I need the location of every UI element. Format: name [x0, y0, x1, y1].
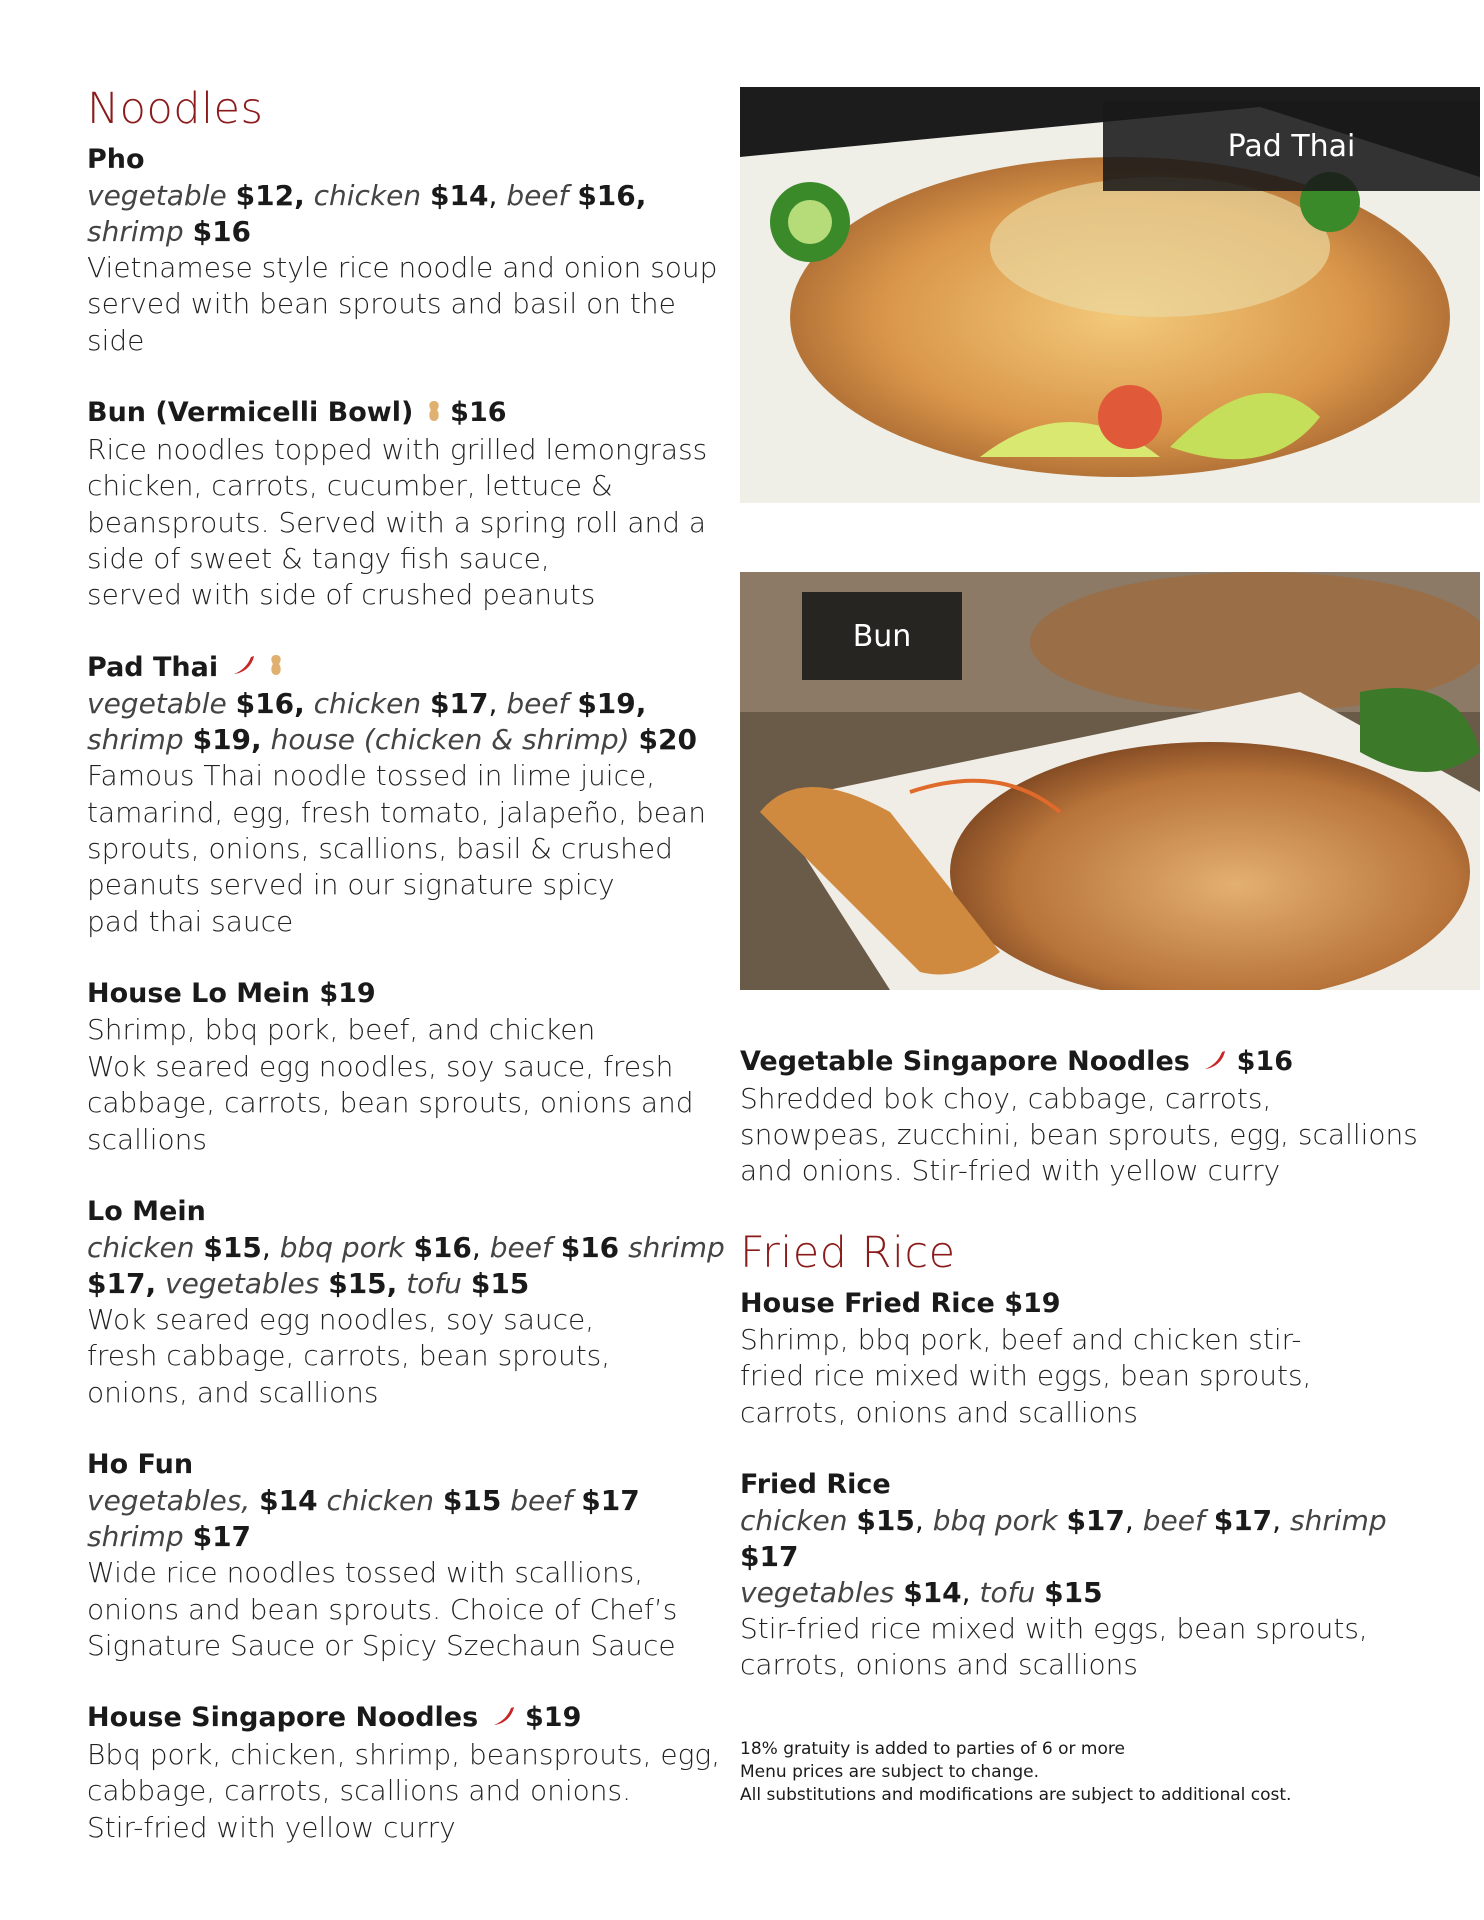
price-value: $15 [442, 1484, 502, 1518]
price-list: vegetable $12, chicken $14, beef $16, shrimp $16 [87, 179, 647, 248]
price-list: chicken $15, bbq pork $17, beef $17, shrimp $17 vegetables $14, tofu $15 [740, 1503, 1387, 1609]
bun-label: Bun [802, 592, 962, 680]
price-option: tofu [406, 1266, 462, 1300]
price-option: beef [1142, 1503, 1205, 1537]
price-option: shrimp [628, 1230, 725, 1264]
price-option: vegetables [165, 1266, 320, 1300]
price-option: chicken [313, 179, 422, 212]
peanut-icon [269, 650, 283, 686]
menu-item-house-lo-mein [87, 976, 727, 1158]
price-option: bbq pork [932, 1503, 1058, 1537]
item-description: Shrimp, bbq pork, beef and chicken stir- fried rice mixed with eggs, bean sprouts, carrots, onions and scallions [740, 1322, 1312, 1429]
price-option: shrimp [87, 1520, 184, 1554]
item-name: House Fried Rice $19 [740, 1287, 1061, 1319]
item-description: Bbq pork, chicken, shrimp, beansprouts, egg, cabbage, carrots, scallions and onions. Stir-fried with yellow curry [87, 1737, 721, 1844]
item-name: Lo Mein [87, 1195, 206, 1227]
price-value: $14 [903, 1575, 962, 1609]
substitutions-note: All substitutions and modifications are subject to additional cost. [740, 1785, 1292, 1805]
item-name: House Singapore Noodles [87, 1702, 479, 1734]
item-description: Shrimp, bbq pork, beef, and chicken Wok seared egg noodles, soy sauce, fresh cabbage, carrots, bean sprouts, onions and scallions [87, 1013, 694, 1156]
price-value: $17 [581, 1484, 640, 1518]
price-option: vegetables [740, 1575, 895, 1609]
price-value: $16, [235, 687, 305, 721]
bun-photo [740, 572, 1480, 990]
item-name-row [740, 1044, 1420, 1081]
menu-item-pad-thai [87, 650, 727, 941]
price-value: $15 [856, 1503, 915, 1537]
item-price: $16 [1236, 1046, 1294, 1077]
price-value: $12, [235, 179, 305, 212]
price-option: vegetable [87, 687, 227, 721]
item-name-row [87, 650, 727, 687]
item-description: Stir-fried rice mixed with eggs, bean sprouts, carrots, onions and scallions [740, 1611, 1368, 1682]
price-option: chicken [87, 1230, 195, 1264]
price-value: $15 [203, 1230, 262, 1264]
price-value: $14 [259, 1484, 318, 1518]
menu-item-vegetable-singapore-noodles [740, 1044, 1420, 1190]
menu-item-ho-fun [87, 1447, 727, 1664]
item-name: Fried Rice [740, 1468, 891, 1500]
price-option: beef [506, 179, 569, 212]
price-value: $17 [430, 687, 489, 721]
price-value: $19, [192, 723, 262, 757]
chili-pepper-icon [492, 1701, 516, 1737]
item-name: Bun (Vermicelli Bowl) [87, 397, 414, 429]
price-value: $15 [470, 1266, 530, 1300]
item-name: House Lo Mein $19 [87, 978, 376, 1010]
price-value: $15, [328, 1266, 398, 1300]
price-option: vegetable [87, 179, 227, 212]
price-option: chicken [313, 687, 422, 721]
price-list: vegetable $16, chicken $17, beef $19, shrimp $19, house (chicken & shrimp) $20 [87, 687, 697, 757]
item-name-row [87, 395, 727, 432]
price-list: chicken $15, bbq pork $16, beef $16 shrimp $17, vegetables $15, tofu $15 [87, 1230, 725, 1300]
item-description: Wide rice noodles tossed with scallions, onions and bean sprouts. Choice of Chef’s Signature Sauce or Spicy Szechaun Sauce [87, 1556, 678, 1662]
price-option: beef [506, 687, 569, 721]
menu-item-fried-rice [740, 1467, 1420, 1684]
price-option: bbq pork [279, 1230, 405, 1264]
item-description: Wok seared egg noodles, soy sauce, fresh cabbage, carrots, bean sprouts, onions, and scallions [87, 1302, 611, 1409]
pad-thai-label: Pad Thai [1103, 101, 1480, 191]
menu-item-house-singapore-noodles [87, 1700, 727, 1846]
menu-notes [740, 1738, 1291, 1807]
noodles-column [87, 82, 727, 1882]
item-price: $16 [450, 397, 507, 429]
price-value: $17 [740, 1539, 799, 1573]
item-description: Rice noodles topped with grilled lemongrass chicken, carrots, cucumber, lettuce & beansprouts. Served with a spring roll and a side of sweet & tangy fish sauce, served with side of crushed peanuts [87, 432, 708, 612]
peanut-icon [427, 396, 441, 432]
price-option: beef [510, 1484, 573, 1518]
item-description: Vietnamese style rice noodle and onion soup served with bean sprouts and basil on the side [87, 251, 718, 357]
item-description: Famous Thai noodle tossed in lime juice, tamarind, egg, fresh tomato, jalapeño, bean sprouts, onions, scallions, basil & crushed peanuts served in our signature spicy pad thai sauce [87, 759, 706, 938]
menu-item-lo-mein [87, 1194, 727, 1411]
chili-pepper-icon [232, 650, 256, 686]
item-name: Pho [87, 144, 145, 175]
right-column [740, 1044, 1420, 1720]
price-value: $16, [577, 179, 647, 212]
price-value: $16 [560, 1230, 620, 1264]
price-value: $19, [577, 687, 647, 721]
price-value: $15 [1044, 1575, 1103, 1609]
price-option: shrimp [87, 723, 184, 757]
chili-pepper-icon [1203, 1045, 1227, 1081]
price-option: tofu [979, 1575, 1036, 1609]
price-option: beef [489, 1230, 552, 1264]
price-value: $17 [1213, 1503, 1273, 1537]
price-value: $14 [430, 179, 489, 212]
item-name: Ho Fun [87, 1449, 194, 1481]
price-option: vegetables, [87, 1484, 251, 1518]
prices-note: Menu prices are subject to change. [740, 1762, 1040, 1782]
price-option: chicken [740, 1503, 848, 1537]
item-description: Shredded bok choy, cabbage, carrots, snowpeas, zucchini, bean sprouts, egg, scallions and onions. Stir-fried with yellow curry [740, 1081, 1418, 1188]
price-value: $17 [192, 1520, 252, 1554]
menu-item-house-fried-rice [740, 1286, 1420, 1431]
gratuity-note: 18% gratuity is added to parties of 6 or more [740, 1739, 1125, 1759]
price-value: $16 [192, 215, 252, 248]
price-option: house (chicken & shrimp) [270, 723, 630, 757]
pad-thai-photo [740, 87, 1480, 503]
price-list [87, 1483, 727, 1555]
price-value: $20 [638, 723, 697, 757]
price-option: shrimp [1289, 1503, 1387, 1537]
item-name: Vegetable Singapore Noodles [740, 1046, 1190, 1077]
item-name: Pad Thai [87, 651, 219, 683]
section-title-noodles: Noodles [87, 84, 264, 134]
price-value: $17, [87, 1266, 157, 1300]
menu-item-bun [87, 395, 727, 614]
price-option: chicken [326, 1484, 434, 1518]
item-name-row [87, 1700, 727, 1737]
price-option: shrimp [87, 215, 184, 248]
menu-item-pho [87, 142, 727, 359]
price-value: $16 [413, 1230, 472, 1264]
price-value: $17 [1066, 1503, 1125, 1537]
section-title-fried-rice: Fried Rice [740, 1227, 956, 1278]
item-price: $19 [525, 1702, 582, 1734]
